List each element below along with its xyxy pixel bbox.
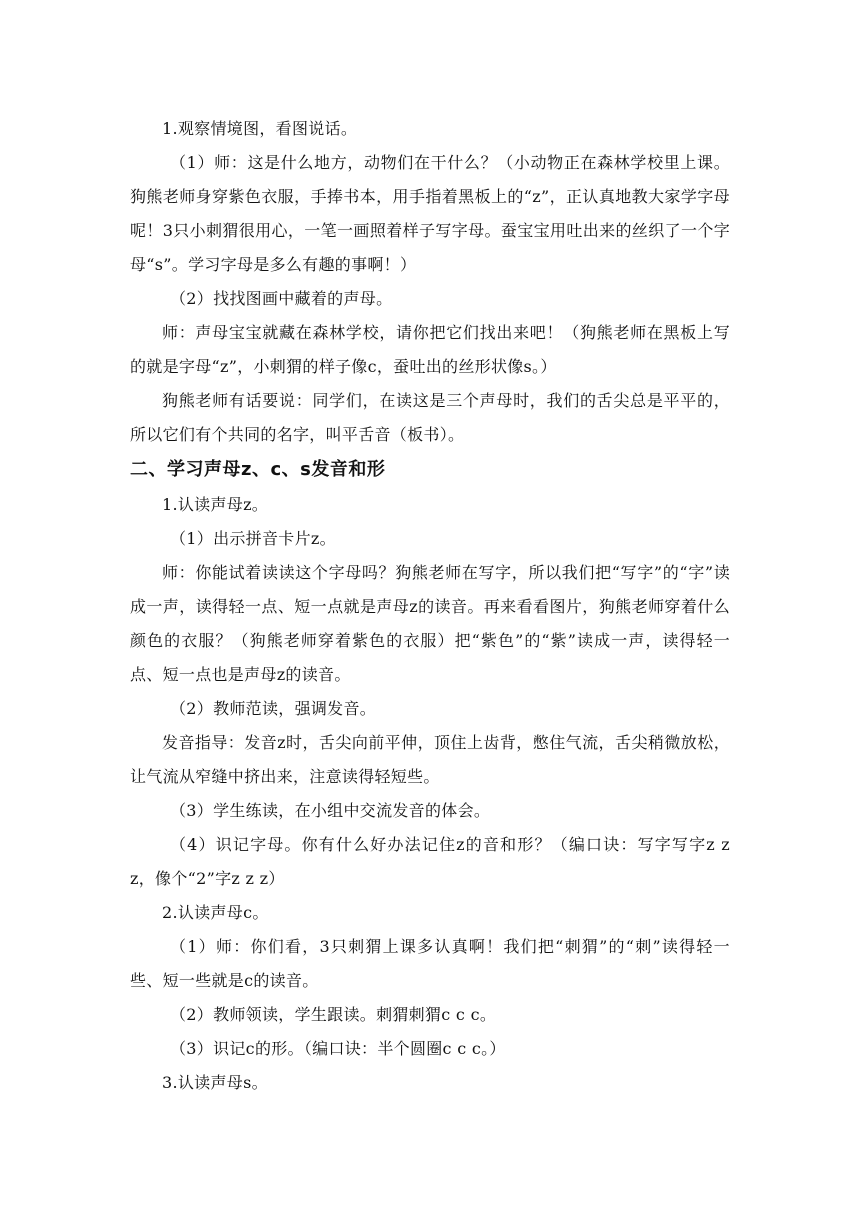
step-1-read-z: 1.认读声母z。 (162, 495, 269, 514)
document-page (130, 112, 730, 1100)
paragraph-teacher-z: 师：你能试着读读这个字母吗？狗熊老师在写字，所以我们把“写字”的“字”读成一声，读得轻一点、短一点就是声母z的读音。再来看看图片，狗熊老师穿着什么颜色的衣服？（狗熊老师穿着紫色的衣服）把“紫色”的“紫”读成一声，读得轻一点、短一点也是声母z的读音。 (130, 563, 730, 684)
paragraph-pronunciation-guide: 发音指导：发音z时，舌尖向前平伸，顶住上齿背，憋住气流，舌尖稍微放松，让气流从窄缝中挤出来，注意读得轻短些。 (130, 733, 730, 786)
paragraph-teacher-find: 师：声母宝宝就藏在森林学校，请你把它们找出来吧！（狗熊老师在黑板上写的就是字母“z”，小刺猬的样子像c，蚕吐出的丝形状像s。） (130, 323, 730, 376)
section-heading-z-c-s: 二、学习声母z、c、s发音和形 (130, 459, 386, 480)
step-2-read-c: 2.认读声母c。 (162, 903, 269, 922)
step-3-read-s: 3.认读声母s。 (162, 1073, 268, 1092)
paragraph-teacher-c: （1）师：你们看，3只刺猬上课多认真啊！我们把“刺猬”的“刺”读得轻一些、短一些就是c的读音。 (130, 937, 730, 990)
paragraph-student-practice: （3）学生练读，在小组中交流发音的体会。 (170, 801, 491, 820)
paragraph-show-card-z: （1）出示拼音卡片z。 (170, 529, 336, 548)
paragraph-memorize-z: （4）识记字母。你有什么好办法记住z的音和形？（编口诀：写字写字z z z，像个“2”字z z z） (130, 835, 730, 888)
step-1-heading: 1.观察情境图，看图说话。 (162, 119, 358, 138)
paragraph-memorize-c: （3）识记c的形。（编口诀：半个圆圈c c c。） (170, 1039, 506, 1058)
paragraph-scene-description: （1）师：这是什么地方，动物们在干什么？（小动物正在森林学校里上课。狗熊老师身穿紫色衣服，手捧书本，用手指着黑板上的“z”，正认真地教大家学字母呢！3只小刺猬很用心，一笔一画照着样子写字母。蚕宝宝用吐出来的丝织了一个字母“s”。学习字母是多么有趣的事啊！） (130, 153, 730, 274)
paragraph-model-reading: （2）教师范读，强调发音。 (170, 699, 377, 718)
paragraph-lead-reading: （2）教师领读，学生跟读。刺猬刺猬c c c。 (170, 1005, 497, 1024)
paragraph-bear-teacher: 狗熊老师有话要说：同学们，在读这是三个声母时，我们的舌尖总是平平的，所以它们有个共同的名字，叫平舌音（板书）。 (130, 391, 730, 444)
paragraph-find-initials: （2）找找图画中藏着的声母。 (170, 289, 393, 308)
